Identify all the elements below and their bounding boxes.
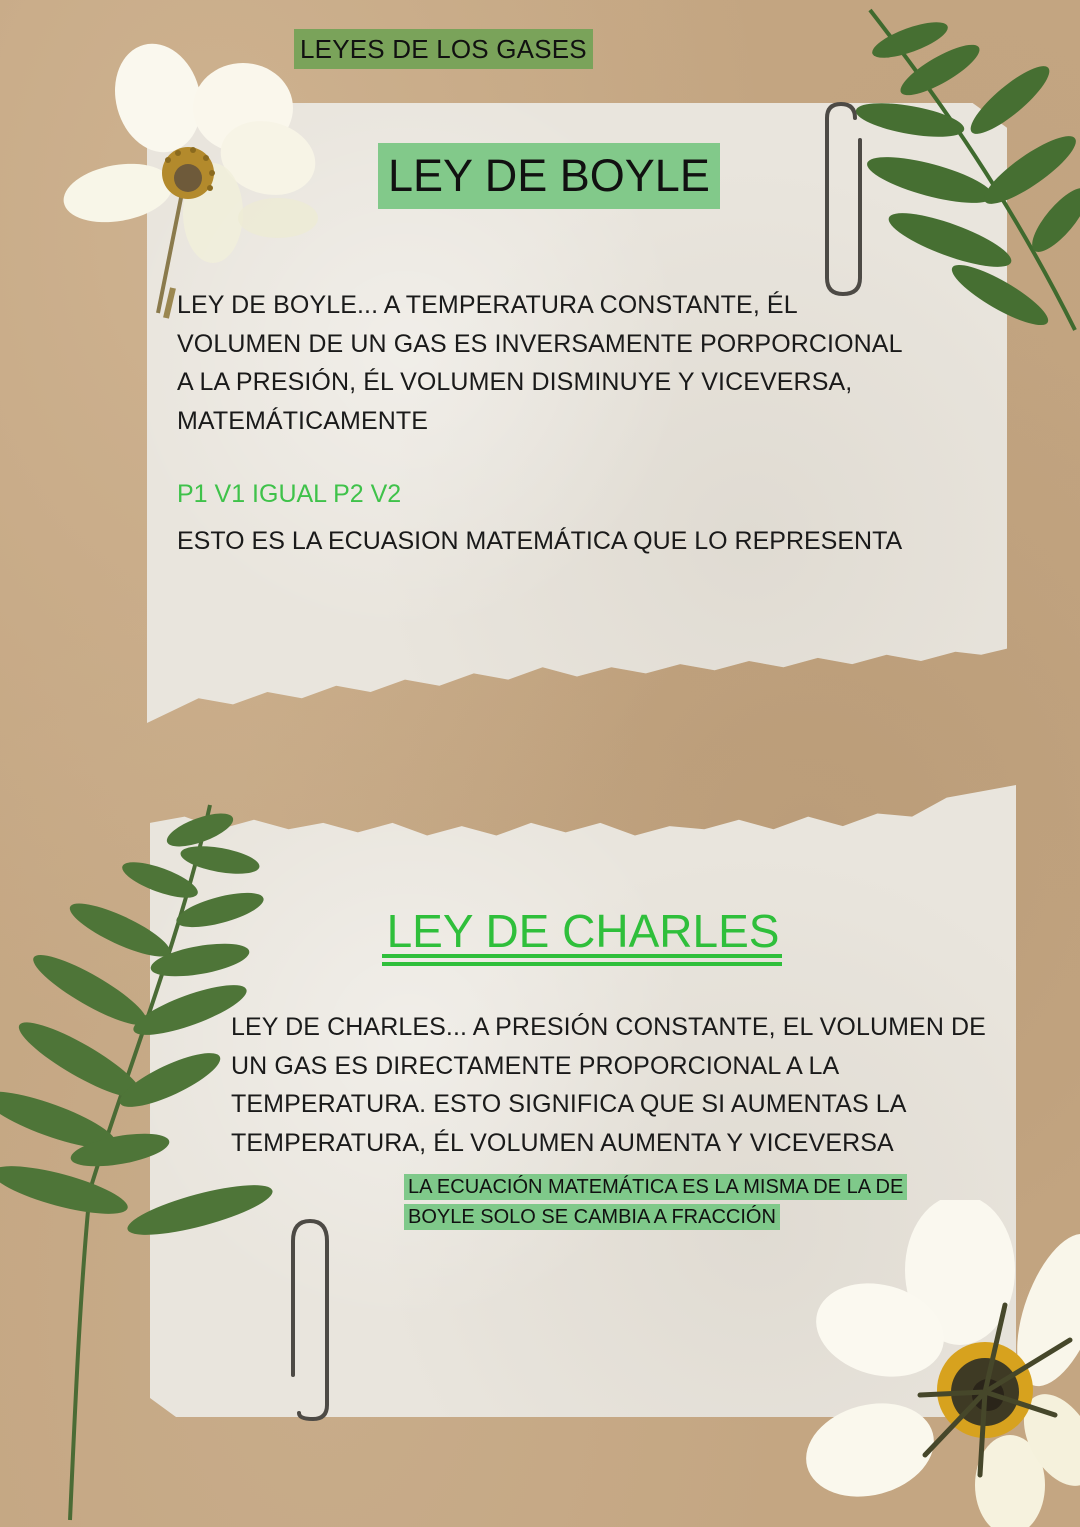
boyle-heading: LEY DE BOYLE (378, 143, 720, 209)
flower-icon (800, 1200, 1080, 1527)
boyle-line: A LA PRESIÓN, ÉL VOLUMEN DISMINUYE Y VICEVERSA, (177, 368, 853, 396)
charles-line: TEMPERATURA, ÉL VOLUMEN AUMENTA Y VICEVERSA (231, 1128, 894, 1157)
charles-line: LEY DE CHARLES... A PRESIÓN CONSTANTE, EL VOLUMEN DE (231, 1013, 986, 1041)
charles-line: TEMPERATURA. ESTO SIGNIFICA QUE SI AUMENTAS LA (231, 1090, 907, 1118)
heading-underline (382, 954, 782, 966)
boyle-formula: P1 V1 IGUAL P2 V2 (177, 480, 402, 508)
paperclip-icon (283, 1215, 343, 1425)
charles-line: UN GAS ES DIRECTAMENTE PROPORCIONAL A LA (231, 1051, 840, 1080)
boyle-description (177, 286, 937, 440)
boyle-line: MATEMÁTICAMENTE (177, 406, 429, 435)
paperclip-icon (815, 98, 875, 298)
flower-icon (38, 28, 318, 328)
boyle-line: VOLUMEN DE UN GAS ES INVERSAMENTE PORPORCIONAL (177, 329, 903, 358)
note-line: BOYLE SOLO SE CAMBIA A FRACCIÓN (404, 1204, 780, 1230)
document-title: LEYES DE LOS GASES (294, 29, 593, 69)
note-line: LA ECUACIÓN MATEMÁTICA ES LA MISMA DE LA DE (404, 1174, 907, 1200)
boyle-line: LEY DE BOYLE... A TEMPERATURA CONSTANTE, ÉL (177, 291, 798, 319)
charles-description (231, 1008, 1001, 1162)
boyle-formula-description: ESTO ES LA ECUASION MATEMÁTICA QUE LO REPRESENTA (177, 527, 903, 555)
charles-heading: LEY DE CHARLES (386, 905, 780, 957)
